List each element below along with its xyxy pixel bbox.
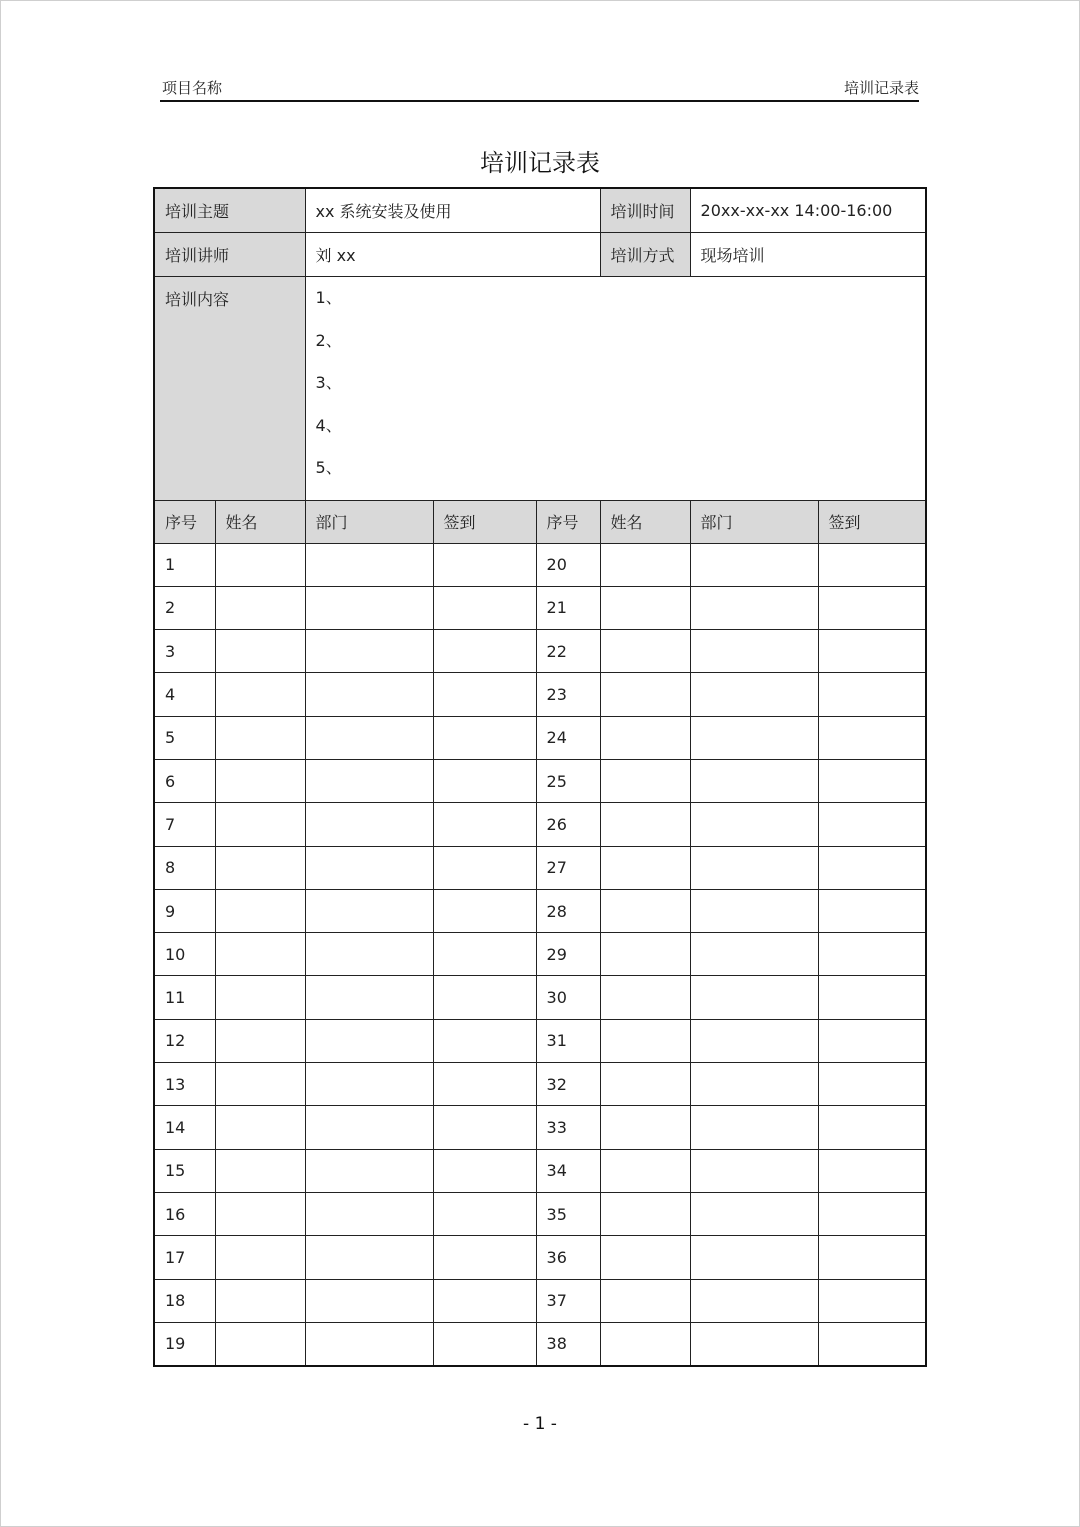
seq-cell: 33 (536, 1106, 600, 1149)
dept-cell[interactable] (305, 1322, 433, 1366)
dept-cell[interactable] (305, 543, 433, 586)
sign-cell[interactable] (433, 1192, 536, 1235)
name-cell[interactable] (600, 1279, 690, 1322)
sign-cell[interactable] (818, 846, 926, 889)
attendance-row (154, 1063, 926, 1106)
document-title: 培训记录表 (480, 149, 600, 177)
sign-cell[interactable] (818, 933, 926, 976)
sign-cell[interactable] (433, 543, 536, 586)
content-label: 培训内容 (154, 277, 305, 501)
name-cell[interactable] (600, 673, 690, 716)
dept-cell[interactable] (305, 586, 433, 629)
sign-cell[interactable] (433, 1063, 536, 1106)
sign-cell[interactable] (818, 1106, 926, 1149)
name-cell[interactable] (215, 1236, 305, 1279)
sign-cell[interactable] (818, 889, 926, 932)
name-cell[interactable] (600, 543, 690, 586)
dept-cell[interactable] (690, 846, 818, 889)
name-cell[interactable] (215, 1322, 305, 1366)
name-cell[interactable] (600, 630, 690, 673)
sign-cell[interactable] (433, 759, 536, 802)
sign-cell[interactable] (433, 1106, 536, 1149)
name-cell[interactable] (600, 716, 690, 759)
name-cell[interactable] (600, 846, 690, 889)
sign-cell[interactable] (433, 716, 536, 759)
seq-cell: 26 (536, 803, 600, 846)
attendance-row (154, 976, 926, 1019)
dept-cell[interactable] (690, 1279, 818, 1322)
attendance-row (154, 933, 926, 976)
seq-cell: 35 (536, 1192, 600, 1235)
dept-cell[interactable] (690, 1192, 818, 1235)
name-cell[interactable] (215, 1149, 305, 1192)
sign-cell[interactable] (818, 586, 926, 629)
dept-cell[interactable] (690, 673, 818, 716)
method-label: 培训方式 (600, 233, 690, 277)
dept-cell[interactable] (305, 803, 433, 846)
sign-cell[interactable] (818, 1279, 926, 1322)
dept-cell[interactable] (690, 543, 818, 586)
training-record-table (153, 187, 927, 1367)
sign-cell[interactable] (818, 716, 926, 759)
seq-cell: 32 (536, 1063, 600, 1106)
col-header-name: 姓名 (600, 500, 690, 543)
dept-cell[interactable] (305, 1063, 433, 1106)
dept-cell[interactable] (305, 630, 433, 673)
dept-cell[interactable] (305, 1106, 433, 1149)
dept-cell[interactable] (690, 1322, 818, 1366)
content-item: 5、 (315, 458, 342, 477)
sign-cell[interactable] (433, 1279, 536, 1322)
seq-cell: 16 (154, 1192, 215, 1235)
attendance-row (154, 630, 926, 673)
seq-cell: 29 (536, 933, 600, 976)
name-cell[interactable] (215, 976, 305, 1019)
dept-cell[interactable] (690, 1106, 818, 1149)
sign-cell[interactable] (433, 1322, 536, 1366)
method-value[interactable]: 现场培训 (690, 233, 926, 277)
name-cell[interactable] (600, 933, 690, 976)
dept-cell[interactable] (305, 1236, 433, 1279)
seq-cell: 1 (154, 543, 215, 586)
trainer-row (154, 233, 926, 277)
dept-cell[interactable] (305, 933, 433, 976)
name-cell[interactable] (215, 759, 305, 802)
attendance-row (154, 1322, 926, 1366)
seq-cell: 15 (154, 1149, 215, 1192)
name-cell[interactable] (600, 1149, 690, 1192)
name-cell[interactable] (215, 889, 305, 932)
content-items[interactable] (305, 277, 926, 501)
attendance-row (154, 1192, 926, 1235)
sign-cell[interactable] (433, 1019, 536, 1062)
seq-cell: 10 (154, 933, 215, 976)
seq-cell: 8 (154, 846, 215, 889)
sign-cell[interactable] (433, 933, 536, 976)
sign-cell[interactable] (818, 630, 926, 673)
seq-cell: 22 (536, 630, 600, 673)
sign-cell[interactable] (818, 976, 926, 1019)
sign-cell[interactable] (433, 889, 536, 932)
name-cell[interactable] (215, 933, 305, 976)
name-cell[interactable] (215, 846, 305, 889)
name-cell[interactable] (600, 1236, 690, 1279)
dept-cell[interactable] (690, 933, 818, 976)
dept-cell[interactable] (305, 759, 433, 802)
col-header-dept: 部门 (305, 500, 433, 543)
dept-cell[interactable] (690, 976, 818, 1019)
sign-cell[interactable] (818, 1192, 926, 1235)
sign-cell[interactable] (818, 543, 926, 586)
seq-cell: 19 (154, 1322, 215, 1366)
name-cell[interactable] (215, 1106, 305, 1149)
sign-cell[interactable] (818, 1236, 926, 1279)
name-cell[interactable] (600, 1019, 690, 1062)
seq-cell: 3 (154, 630, 215, 673)
name-cell[interactable] (215, 716, 305, 759)
attendance-row (154, 1236, 926, 1279)
name-cell[interactable] (600, 976, 690, 1019)
sign-cell[interactable] (818, 1019, 926, 1062)
seq-cell: 18 (154, 1279, 215, 1322)
seq-cell: 13 (154, 1063, 215, 1106)
seq-cell: 36 (536, 1236, 600, 1279)
sign-cell[interactable] (818, 673, 926, 716)
name-cell[interactable] (600, 889, 690, 932)
name-cell[interactable] (600, 803, 690, 846)
sign-cell[interactable] (433, 673, 536, 716)
sign-cell[interactable] (818, 759, 926, 802)
sign-cell[interactable] (818, 1149, 926, 1192)
seq-cell: 20 (536, 543, 600, 586)
seq-cell: 7 (154, 803, 215, 846)
time-value[interactable]: 20xx-xx-xx 14:00-16:00 (690, 188, 926, 233)
attendance-row (154, 889, 926, 932)
name-cell[interactable] (600, 586, 690, 629)
content-item: 3、 (315, 373, 342, 392)
name-cell[interactable] (215, 1192, 305, 1235)
dept-cell[interactable] (690, 803, 818, 846)
seq-cell: 27 (536, 846, 600, 889)
header-doc-name: 培训记录表 (843, 79, 919, 97)
topic-value[interactable]: xx 系统安装及使用 (305, 188, 600, 233)
seq-cell: 30 (536, 976, 600, 1019)
seq-cell: 28 (536, 889, 600, 932)
name-cell[interactable] (600, 1063, 690, 1106)
name-cell[interactable] (600, 1192, 690, 1235)
attendance-row (154, 716, 926, 759)
time-label: 培训时间 (600, 188, 690, 233)
dept-cell[interactable] (690, 716, 818, 759)
dept-cell[interactable] (305, 1019, 433, 1062)
attendance-row (154, 846, 926, 889)
attendance-row (154, 586, 926, 629)
dept-cell[interactable] (690, 1019, 818, 1062)
dept-cell[interactable] (305, 1192, 433, 1235)
attendance-row (154, 1106, 926, 1149)
name-cell[interactable] (600, 1322, 690, 1366)
seq-cell: 12 (154, 1019, 215, 1062)
page-header (160, 74, 919, 102)
sign-cell[interactable] (433, 803, 536, 846)
sign-cell[interactable] (818, 1322, 926, 1366)
name-cell[interactable] (215, 1019, 305, 1062)
name-cell[interactable] (215, 586, 305, 629)
attendance-row (154, 673, 926, 716)
name-cell[interactable] (215, 630, 305, 673)
attendance-header-row (154, 500, 926, 543)
seq-cell: 34 (536, 1149, 600, 1192)
name-cell[interactable] (215, 1279, 305, 1322)
col-header-name: 姓名 (215, 500, 305, 543)
seq-cell: 4 (154, 673, 215, 716)
sign-cell[interactable] (818, 803, 926, 846)
attendance-row (154, 543, 926, 586)
seq-cell: 2 (154, 586, 215, 629)
seq-cell: 14 (154, 1106, 215, 1149)
sign-cell[interactable] (818, 1063, 926, 1106)
dept-cell[interactable] (690, 889, 818, 932)
sign-cell[interactable] (433, 1149, 536, 1192)
header-project-name: 项目名称 (162, 79, 223, 97)
col-header-dept: 部门 (690, 500, 818, 543)
seq-cell: 9 (154, 889, 215, 932)
seq-cell: 5 (154, 716, 215, 759)
content-row (154, 277, 926, 501)
topic-row (154, 188, 926, 233)
name-cell[interactable] (215, 1063, 305, 1106)
dept-cell[interactable] (305, 673, 433, 716)
topic-label: 培训主题 (154, 188, 305, 233)
attendance-row (154, 1019, 926, 1062)
col-header-sign: 签到 (433, 500, 536, 543)
sign-cell[interactable] (433, 976, 536, 1019)
attendance-row (154, 1149, 926, 1192)
seq-cell: 25 (536, 759, 600, 802)
dept-cell[interactable] (690, 586, 818, 629)
sign-cell[interactable] (433, 1236, 536, 1279)
dept-cell[interactable] (305, 716, 433, 759)
col-header-sign: 签到 (818, 500, 926, 543)
name-cell[interactable] (215, 673, 305, 716)
trainer-label: 培训讲师 (154, 233, 305, 277)
content-item: 2、 (315, 330, 342, 350)
dept-cell[interactable] (305, 1279, 433, 1322)
seq-cell: 23 (536, 673, 600, 716)
content-item: 1、 (315, 288, 342, 307)
attendance-row (154, 803, 926, 846)
name-cell[interactable] (215, 803, 305, 846)
page-number: - 1 - (523, 1414, 557, 1434)
seq-cell: 11 (154, 976, 215, 1019)
seq-cell: 21 (536, 586, 600, 629)
sign-cell[interactable] (433, 846, 536, 889)
sign-cell[interactable] (433, 630, 536, 673)
seq-cell: 37 (536, 1279, 600, 1322)
dept-cell[interactable] (305, 846, 433, 889)
seq-cell: 6 (154, 759, 215, 802)
trainer-value[interactable]: 刘 xx (305, 233, 600, 277)
col-header-seq: 序号 (154, 500, 215, 543)
seq-cell: 17 (154, 1236, 215, 1279)
col-header-seq: 序号 (536, 500, 600, 543)
name-cell[interactable] (600, 759, 690, 802)
dept-cell[interactable] (690, 759, 818, 802)
attendance-body (154, 543, 926, 1366)
dept-cell[interactable] (690, 1063, 818, 1106)
dept-cell[interactable] (690, 630, 818, 673)
dept-cell[interactable] (305, 1149, 433, 1192)
dept-cell[interactable] (690, 1236, 818, 1279)
dept-cell[interactable] (305, 889, 433, 932)
attendance-row (154, 1279, 926, 1322)
attendance-row (154, 759, 926, 802)
seq-cell: 38 (536, 1322, 600, 1366)
seq-cell: 24 (536, 716, 600, 759)
name-cell[interactable] (215, 543, 305, 586)
name-cell[interactable] (600, 1106, 690, 1149)
dept-cell[interactable] (305, 976, 433, 1019)
dept-cell[interactable] (690, 1149, 818, 1192)
content-item: 4、 (315, 415, 342, 435)
sign-cell[interactable] (433, 586, 536, 629)
seq-cell: 31 (536, 1019, 600, 1062)
